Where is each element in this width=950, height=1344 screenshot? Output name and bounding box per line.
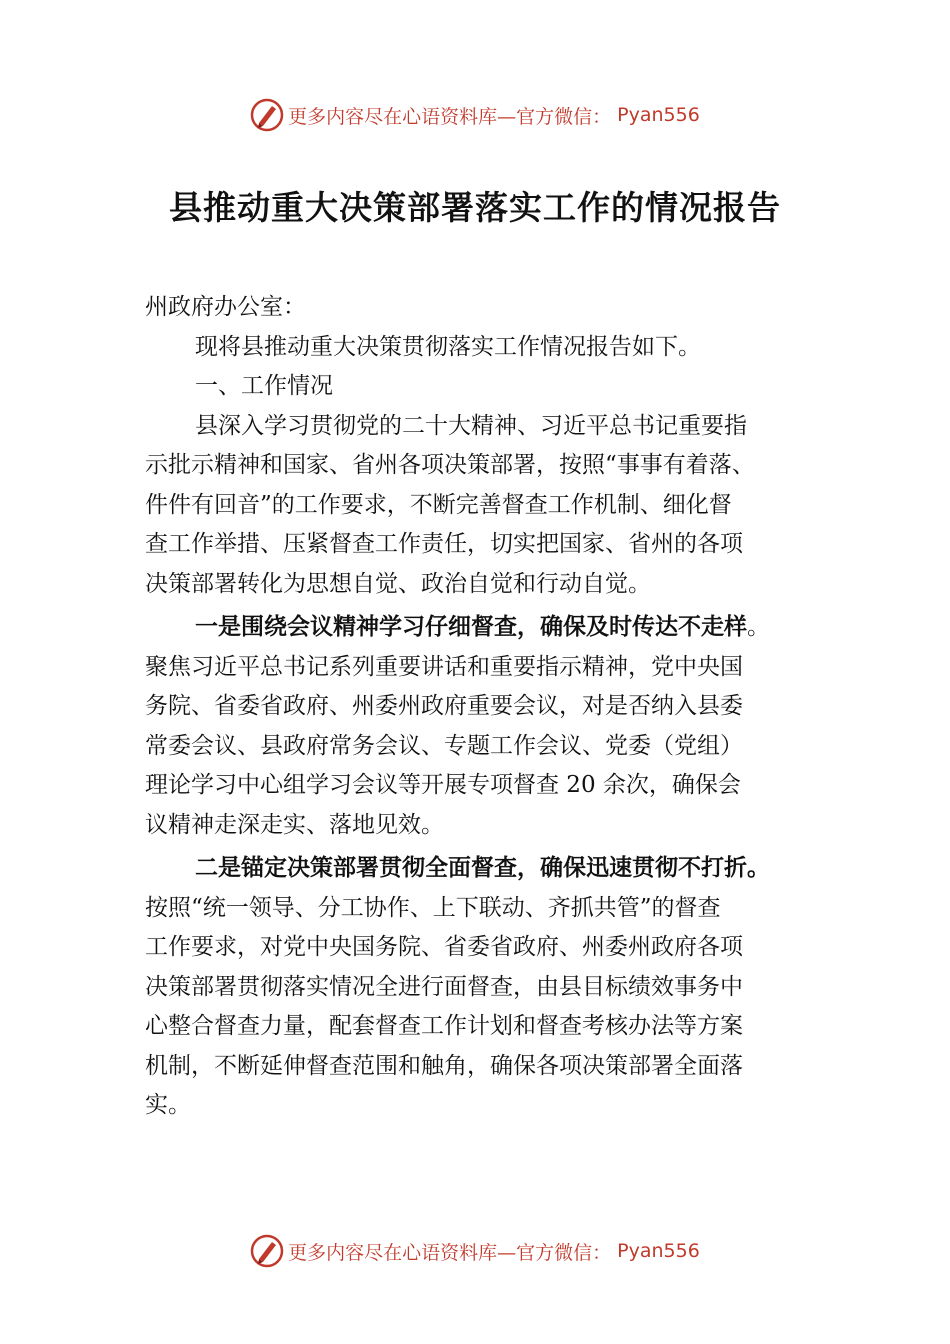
header-wechat-id: Pyan556 xyxy=(617,104,700,126)
section-heading: 一、工作情况 xyxy=(195,373,333,399)
footer-banner xyxy=(0,1231,950,1271)
paragraph-line: 机制，不断延伸督查范围和触角，确保各项决策部署全面落 xyxy=(145,1052,743,1079)
bold-lead-text: 二是锚定决策部署贯彻全面督查，确保迅速贯彻不打折。 xyxy=(195,855,770,881)
paragraph-line: 按照“统一领导、分工协作、上下联动、齐抓共管”的督查 xyxy=(145,894,721,921)
paragraph-line: 示批示精神和国家、省州各项决策部署，按照“事事有着落、 xyxy=(145,452,755,478)
paragraph-line: 务院、省委省政府、州委州政府重要会议，对是否纳入县委 xyxy=(145,693,743,719)
paragraph-line: 件件有回音”的工作要求，不断完善督查工作机制、细化督 xyxy=(145,491,732,518)
paragraph-line: 议精神走深走实、落地见效。 xyxy=(145,811,444,838)
paragraph-line: 县深入学习贯彻党的二十大精神、习近平总书记重要指 xyxy=(195,412,747,439)
lead-punctuation: 。 xyxy=(747,614,770,640)
paragraph-meetings xyxy=(145,608,825,845)
paragraph-line: 心整合督查力量，配套督查工作计划和督查考核办法等方案 xyxy=(145,1013,743,1039)
pen-logo-icon xyxy=(250,98,284,132)
paragraph-line: 实。 xyxy=(145,1092,191,1118)
intro-text: 现将县推动重大决策贯彻落实工作情况报告如下。 xyxy=(195,333,701,360)
paragraph-line: 常委会议、县政府常务会议、专题工作会议、党委（党组） xyxy=(145,732,743,759)
paragraph-line: 工作要求，对党中央国务院、省委省政府、州委州政府各项 xyxy=(145,934,743,960)
header-banner xyxy=(0,95,950,135)
footer-wechat-id: Pyan556 xyxy=(617,1240,700,1262)
paragraph-decisions xyxy=(145,849,825,1126)
footer-banner-text: 更多内容尽在心语资料库—官方微信： xyxy=(288,1241,612,1264)
bold-lead-text: 一是围绕会议精神学习仔细督查，确保及时传达不走样 xyxy=(195,614,747,640)
paragraph-line: 理论学习中心组学习会议等开展专项督查 20 余次，确保会 xyxy=(145,772,741,798)
pen-logo-icon xyxy=(250,1234,284,1268)
header-banner-text: 更多内容尽在心语资料库—官方微信： xyxy=(288,105,612,128)
paragraph-overview xyxy=(145,407,825,605)
paragraph-line: 决策部署贯彻落实情况全进行面督查，由县目标绩效事务中 xyxy=(145,973,743,1000)
document-title: 县推动重大决策部署落实工作的情况报告 xyxy=(169,188,781,227)
paragraph-lead-line xyxy=(145,849,825,889)
salutation: 州政府办公室： xyxy=(145,294,306,320)
document-body xyxy=(145,288,825,1126)
paragraph-line: 查工作举措、压紧督查工作责任，切实把国家、省州的各项 xyxy=(145,531,743,557)
paragraph-line: 决策部署转化为思想自觉、政治自觉和行动自觉。 xyxy=(145,570,651,597)
paragraph-line: 聚焦习近平总书记系列重要讲话和重要指示精神，党中央国 xyxy=(145,653,743,680)
paragraph-lead-line xyxy=(145,608,825,648)
